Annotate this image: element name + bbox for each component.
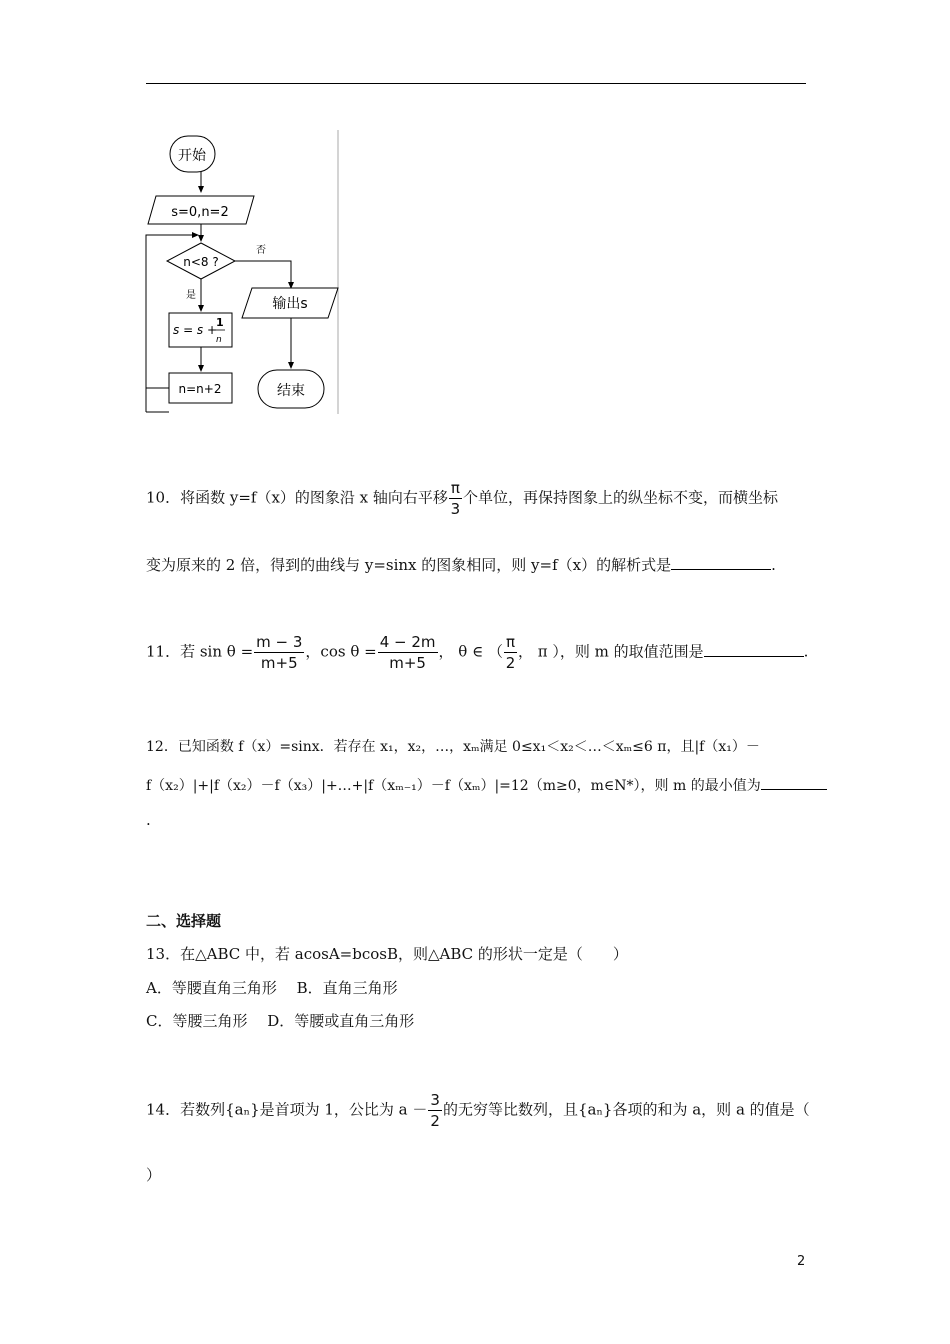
output-label: 输出s: [272, 296, 308, 312]
answer-blank: [671, 555, 771, 570]
answer-blank: [704, 642, 804, 657]
q11-text-d: ， π ），则 m 的取值范围是: [517, 642, 704, 661]
q11-fraction-2: [378, 632, 438, 673]
init-label: s=0,n=2: [171, 205, 229, 220]
q14-line1: [146, 1090, 810, 1131]
update-s-num: 1: [216, 316, 224, 329]
q12-line2: [146, 775, 827, 796]
q10-line2: [146, 555, 776, 575]
q11-f3-num: π: [505, 633, 515, 651]
q11-text-b: ，cos θ =: [305, 642, 377, 661]
q11-f1-den: m+5: [260, 654, 298, 672]
q10-line1: [146, 478, 778, 519]
no-label: 否: [256, 245, 266, 256]
header-rule: [146, 83, 806, 84]
q10-frac-den: 3: [450, 500, 461, 518]
q14-frac-num: 3: [430, 1091, 440, 1109]
q12-line3: .: [146, 811, 151, 829]
q10-fraction: [449, 478, 462, 519]
q14-text-a: 14．若数列{aₙ}是首项为 1，公比为 a －: [146, 1100, 428, 1119]
q11-fraction-1: [254, 632, 304, 673]
flowchart: [140, 130, 345, 420]
q10-end: .: [771, 556, 776, 574]
start-label: 开始: [178, 148, 206, 164]
condition-label: n<8 ?: [183, 255, 219, 269]
no-arrow: [235, 261, 291, 288]
update-s-den: n: [216, 335, 222, 345]
q11-f2-den: m+5: [389, 654, 426, 672]
q14-text-b: 的无穷等比数列，且{aₙ}各项的和为 a，则 a 的值是（: [442, 1100, 810, 1119]
q11-f2-num: 4 − 2m: [379, 633, 436, 651]
loop-line: [146, 388, 169, 412]
update-n-label: n=n+2: [178, 382, 222, 396]
update-s-label: s = s +: [173, 323, 218, 337]
q14-line2: ）: [146, 1166, 162, 1184]
end-label: 结束: [277, 383, 305, 399]
q11-text-a: 11．若 sin θ =: [146, 642, 254, 661]
q11-line: [146, 632, 808, 673]
q10-frac-num: π: [450, 479, 460, 497]
q10-text-b: 个单位，再保持图象上的纵坐标不变，而横坐标: [462, 488, 778, 507]
q14-frac-den: 2: [430, 1112, 440, 1130]
q14-fraction: [428, 1090, 442, 1131]
q10-text-c: 变为原来的 2 倍，得到的曲线与 y=sinx 的图象相同，则 y=f（x）的解析式是: [146, 556, 672, 574]
answer-blank: [761, 775, 827, 790]
q12-line1: 12．已知函数 f（x）=sinx．若存在 x₁，x₂，…，xₘ满足 0≤x₁＜x₂＜…＜xₘ≤6 π，且|f（x₁）－: [146, 739, 760, 755]
q10-text-a: 10．将函数 y=f（x）的图象沿 x 轴向右平移: [146, 488, 448, 507]
q12-text-b: f（x₂）|+|f（x₂）－f（x₃）|+…+|f（xₘ₋₁）－f（xₘ）|=12（m≥0，m∈N*），则 m 的最小值为: [146, 778, 761, 794]
yes-label: 是: [186, 290, 196, 301]
q11-fraction-3: [504, 632, 517, 673]
q13-options-ab: A．等腰直角三角形 B．直角三角形: [146, 979, 398, 997]
q11-text-c: ， θ ∈ （: [438, 642, 503, 661]
q11-f1-num: m − 3: [256, 633, 303, 651]
section-heading: 二、选择题: [146, 912, 222, 930]
page-number: 2: [797, 1254, 806, 1269]
q13-options-cd: C．等腰三角形 D．等腰或直角三角形: [146, 1012, 415, 1030]
q11-end: .: [803, 642, 809, 661]
q11-f3-den: 2: [505, 654, 516, 672]
q13-stem: 13．在△ABC 中，若 acosA=bcosB，则△ABC 的形状一定是（ ）: [146, 945, 628, 963]
